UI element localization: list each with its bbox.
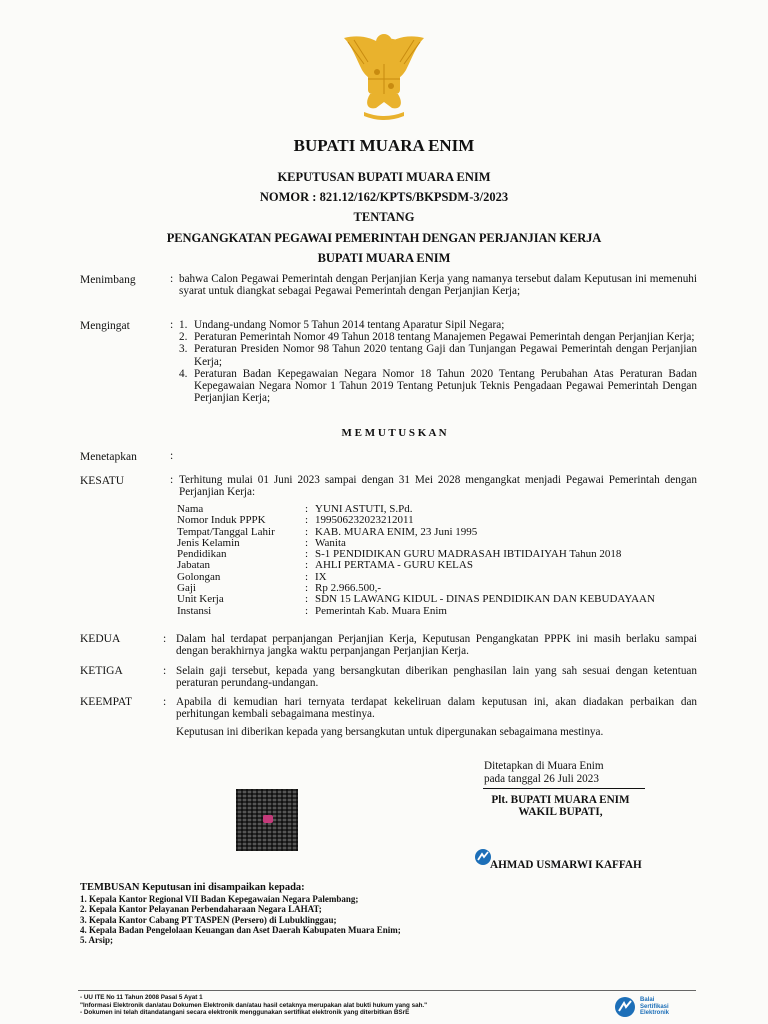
- field-label: Nomor Induk PPPK: [177, 514, 266, 527]
- field-label: Jabatan: [177, 559, 210, 572]
- menetapkan-label: Menetapkan: [80, 451, 137, 463]
- decree-title: KEPUTUSAN BUPATI MUARA ENIM: [277, 170, 491, 184]
- field-colon: :: [305, 570, 309, 583]
- mengingat-label: Mengingat: [80, 320, 130, 332]
- field-value: Wanita: [315, 536, 346, 549]
- garuda-emblem-icon: [334, 24, 434, 124]
- footer-divider: [78, 990, 696, 991]
- kesatu-label: KESATU: [80, 475, 125, 487]
- footer-line: - UU ITE No 11 Tahun 2008 Pasal 5 Ayat 1: [80, 994, 203, 1001]
- field-colon: :: [305, 582, 309, 595]
- field-label: Nama: [177, 503, 204, 515]
- field-label: Gaji: [177, 582, 196, 595]
- list-item: 4. Peraturan Badan Kepegawaian Negara Nomor 18 Tahun 2020 Tentang Perubahan Atas Peraturan Badan Kepegawaian Negara Nomor 1 Tahun 2019 Tentang Petunjuk Teknis Pengadaan Pegawai Pemerintah Dengan Perjanjian Kerja;: [179, 367, 697, 405]
- list-item: 3. Kepala Kantor Cabang PT TASPEN (Persero) di Lubuklinggau;: [80, 914, 337, 925]
- menimbang-colon: :: [170, 273, 174, 285]
- table-row: [177, 527, 697, 538]
- field-value: SDN 15 LAWANG KIDUL - DINAS PENDIDIKAN DAN KEBUDAYAAN: [315, 593, 655, 606]
- bsre-line: Elektronik: [640, 1010, 670, 1017]
- field-colon: :: [305, 514, 309, 527]
- kedua-label: KEDUA: [80, 633, 121, 645]
- field-value: AHLI PERTAMA - GURU KELAS: [315, 559, 473, 572]
- field-value: Rp 2.966.500,-: [315, 582, 381, 595]
- mengingat-list: [179, 319, 697, 404]
- tembusan-list: [80, 894, 401, 945]
- list-item: 4. Kepala Badan Pengelolaan Keuangan dan Aset Daerah Kabupaten Muara Enim;: [80, 924, 401, 935]
- field-label: Unit Kerja: [177, 593, 224, 606]
- field-value: Pemerintah Kab. Muara Enim: [315, 604, 447, 617]
- footer-notes: [80, 994, 427, 1017]
- list-item: 2. Peraturan Pemerintah Nomor 49 Tahun 2018 tentang Manajemen Pegawai Pemerintah dengan Perjanjian Kerja;: [179, 331, 695, 344]
- field-label: Jenis Kelamin: [177, 536, 240, 549]
- list-item: 5. Arsip;: [80, 935, 114, 946]
- menetapkan-colon: :: [170, 450, 174, 462]
- table-row: [177, 572, 697, 583]
- menimbang-text: bahwa Calon Pegawai Pemerintah dengan Perjanjian Kerja yang namanya tersebut dalam Keputusan ini memenuhi syarat untuk diangkat sebagai Pegawai Pemerintah dengan Perjanjian Kerja;: [179, 273, 697, 298]
- tembusan-title: TEMBUSAN Keputusan ini disampaikan kepada:: [80, 882, 305, 893]
- field-value: IX: [315, 570, 327, 583]
- signature-divider: [483, 788, 645, 789]
- field-value: KAB. MUARA ENIM, 23 Juni 1995: [315, 525, 478, 538]
- list-item: 1. Undang-undang Nomor 5 Tahun 2014 tentang Aparatur Sipil Negara;: [179, 319, 505, 331]
- list-item: 1. Kepala Kantor Regional VII Badan Kepegawaian Negara Palembang;: [80, 894, 359, 904]
- decree-subject: PENGANGKATAN PEGAWAI PEMERINTAH DENGAN PERJANJIAN KERJA: [166, 231, 602, 245]
- signature-office: Plt. BUPATI MUARA ENIM: [491, 794, 630, 806]
- field-label: Pendidikan: [177, 548, 227, 561]
- field-value: YUNI ASTUTI, S.Pd.: [315, 503, 413, 515]
- bsre-logo-icon: [614, 996, 636, 1018]
- field-value: S-1 PENDIDIKAN GURU MADRASAH IBTIDAIYAH Tahun 2018: [315, 548, 622, 561]
- kesatu-colon: :: [170, 474, 174, 486]
- signature-place: Ditetapkan di Muara Enim: [484, 760, 604, 772]
- field-label: Golongan: [177, 570, 221, 583]
- issuer-heading: BUPATI MUARA ENIM: [317, 251, 451, 265]
- closing-text: Keputusan ini diberikan kepada yang bersangkutan untuk dipergunakan sebagaimana mestinya.: [176, 726, 604, 738]
- field-value: 199506232023212011: [315, 514, 414, 527]
- field-colon: :: [305, 548, 309, 561]
- table-row: [177, 560, 697, 571]
- kesatu-text: Terhitung mulai 01 Juni 2023 sampai dengan 31 Mei 2028 mengangkat menjadi Pegawai Pemerintah dengan Perjanjian Kerja:: [179, 474, 697, 499]
- field-colon: :: [305, 604, 309, 617]
- ketiga-colon: :: [163, 665, 167, 677]
- field-colon: :: [305, 536, 309, 549]
- mengingat-colon: :: [170, 319, 174, 331]
- table-row: [177, 515, 697, 526]
- qr-center-mark: [263, 815, 273, 823]
- footer-line: - Dokumen ini telah ditandatangani secara elektronik menggunakan sertifikat elektronik yang diterbitkan BSrE: [80, 1009, 410, 1016]
- employee-detail-table: [177, 504, 697, 617]
- decree-number: NOMOR : 821.12/162/KPTS/BKPSDM-3/2023: [259, 190, 509, 204]
- page-title: BUPATI MUARA ENIM: [293, 136, 475, 155]
- table-row: [177, 594, 697, 605]
- signature-date: pada tanggal 26 Juli 2023: [484, 773, 599, 785]
- ketiga-text: Selain gaji tersebut, kepada yang bersangkutan diberikan penghasilan lain yang sah sesuai dengan ketentuan peraturan perundang-undangan.: [176, 665, 697, 690]
- bsre-logo-text: [640, 997, 669, 1017]
- bsre-line: Sertifikasi: [640, 1003, 669, 1010]
- field-label: Tempat/Tanggal Lahir: [177, 525, 275, 538]
- field-label: Instansi: [177, 604, 212, 617]
- signatory-name: AHMAD USMARWI KAFFAH: [490, 859, 642, 871]
- kedua-text: Dalam hal terdapat perpanjangan Perjanjian Kerja, Keputusan Pengangkatan PPPK ini masih berlaku sampai dengan berakhirnya jangka waktu perpanjangan Perjanjian Kerja.: [176, 633, 697, 658]
- list-item: 3. Peraturan Presiden Nomor 98 Tahun 2020 tentang Gaji dan Tunjangan Pegawai Pemerintah dengan Perjanjian Kerja;: [179, 343, 697, 368]
- kedua-colon: :: [163, 633, 167, 645]
- qr-code: [236, 789, 298, 851]
- table-row: [177, 606, 697, 617]
- signature-title: WAKIL BUPATI,: [518, 806, 603, 818]
- tentang-heading: TENTANG: [353, 210, 415, 224]
- field-colon: :: [305, 525, 309, 538]
- keempat-colon: :: [163, 696, 167, 708]
- memutuskan-heading: M E M U T U S K A N: [341, 427, 447, 439]
- list-item: 2. Kepala Kantor Pelayanan Perbendaharaan Negara LAHAT;: [80, 904, 322, 915]
- field-colon: :: [305, 503, 309, 515]
- ketiga-label: KETIGA: [80, 665, 123, 677]
- footer-line: "Informasi Elektronik dan/atau Dokumen Elektronik dan/atau hasil cetaknya merupakan alat bukti hukum yang sah.": [80, 1001, 428, 1009]
- field-colon: :: [305, 593, 309, 606]
- bsre-line: Balai: [640, 997, 655, 1003]
- keempat-label: KEEMPAT: [80, 696, 132, 708]
- keempat-text: Apabila di kemudian hari ternyata terdapat kekeliruan dalam keputusan ini, akan diadakan perbaikan dan perhitungan kembali sebagaimana mestinya.: [176, 696, 697, 721]
- menimbang-label: Menimbang: [80, 274, 136, 286]
- field-colon: :: [305, 559, 309, 572]
